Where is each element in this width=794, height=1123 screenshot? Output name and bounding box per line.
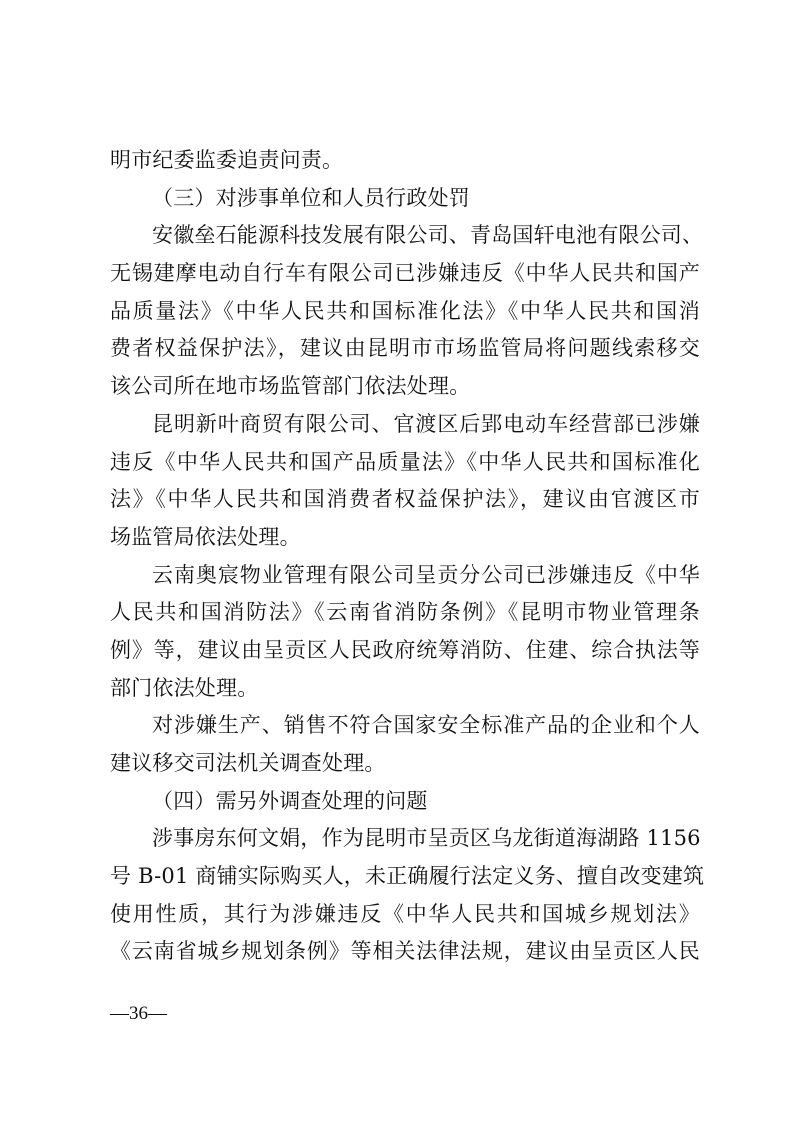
text-line: 对涉嫌生产、销售不符合国家安全标准产品的企业和个人 (152, 713, 700, 738)
text-line: 例》等，建议由呈贡区人民政府统筹消防、住建、综合执法等 (110, 637, 700, 662)
text-line: 明市纪委监委追责问责。 (110, 148, 344, 172)
page-number: —36— (110, 1003, 167, 1024)
text-line: 部门依法处理。 (110, 675, 259, 700)
text-line: 《云南省城乡规划条例》等相关法律法规，建议由呈贡区人民 (110, 939, 700, 964)
text-line: 该公司所在地市场监管部门依法处理。 (110, 374, 471, 399)
section-heading: （四）需另外调查处理的问题 (152, 788, 428, 813)
text-line: 建议移交司法机关调查处理。 (110, 751, 386, 775)
text-line: 违反《中华人民共和国产品质量法》《中华人民共和国标准化 (110, 449, 700, 474)
text-line: 品质量法》《中华人民共和国标准化法》《中华人民共和国消 (110, 298, 700, 323)
text-line: 云南奥宸物业管理有限公司呈贡分公司已涉嫌违反《中华 (152, 562, 700, 587)
text-line: 号 B-01 商铺实际购买人，未正确履行法定义务、擅自改变建筑 (110, 864, 705, 889)
text-line: 无锡建摩电动自行车有限公司已涉嫌违反《中华人民共和国产 (110, 261, 700, 286)
document-body (110, 142, 705, 971)
text-line: 费者权益保护法》，建议由昆明市市场监管局将问题线索移交 (110, 336, 700, 361)
text-line: 使用性质，其行为涉嫌违反《中华人民共和国城乡规划法》 (110, 901, 700, 926)
section-heading: （三）对涉事单位和人员行政处罚 (152, 185, 470, 210)
text-line: 人民共和国消防法》《云南省消防条例》《昆明市物业管理条 (110, 600, 700, 625)
text-line: 昆明新叶商贸有限公司、官渡区后郢电动车经营部已涉嫌 (152, 411, 700, 436)
text-line: 安徽垒石能源科技发展有限公司、青岛国轩电池有限公司、 (152, 223, 704, 248)
text-line: 涉事房东何文娟，作为昆明市呈贡区乌龙街道海湖路 1156 (152, 826, 701, 851)
text-line: 法》《中华人民共和国消费者权益保护法》，建议由官渡区市 (110, 487, 700, 512)
text-line: 场监管局依法处理。 (110, 524, 301, 549)
